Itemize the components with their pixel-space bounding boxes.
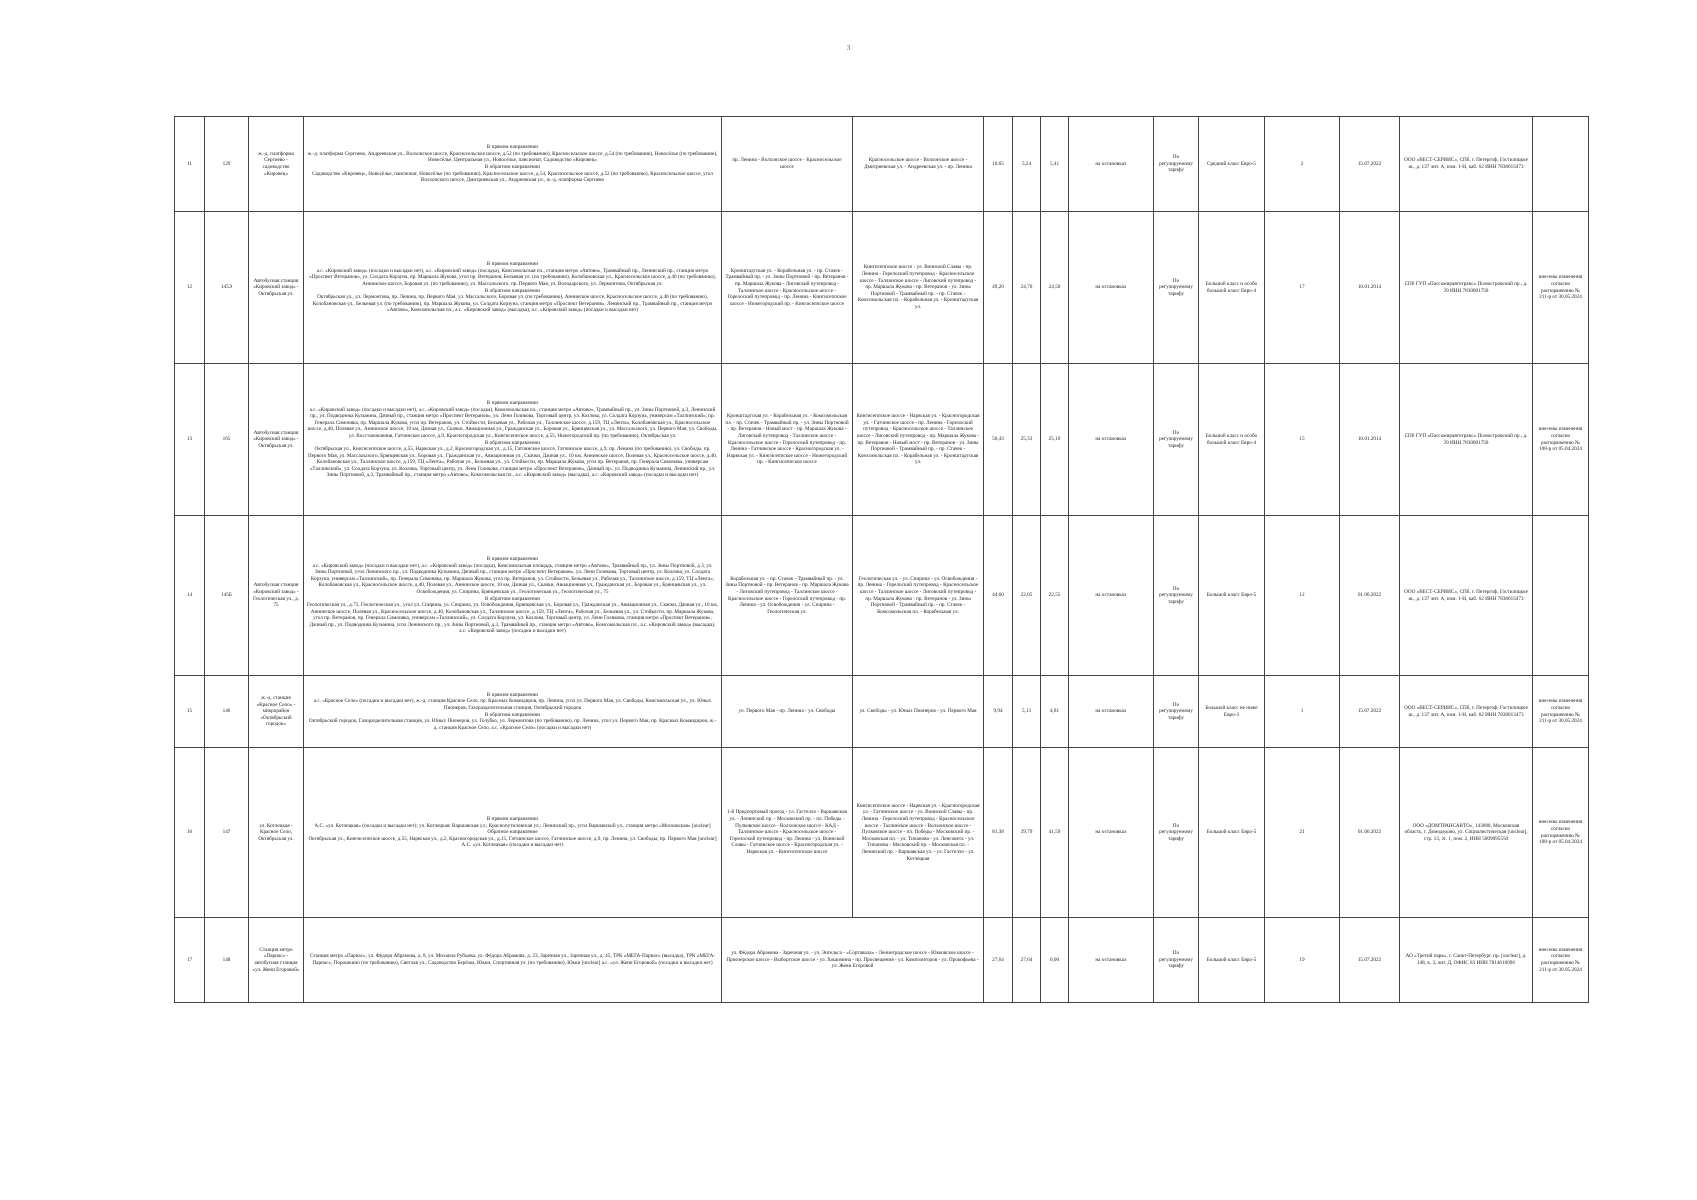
stops-backward-list: Садоводство «Кировец», Новосёлье, пансионат, Новосёлье (по требованию), Красносельское шоссе, д.54, Красносельское шоссе, д.52 (по требованию), Красносельское шоссе, угол Волхонского шоссе, Дмитриевская ул., Андреевская ул., ж.-д. платформа Сергиево bbox=[312, 170, 713, 184]
length-forward-cell: 22,05 bbox=[1013, 516, 1041, 676]
table-row bbox=[175, 364, 1589, 516]
vehicle-count-cell: 2 bbox=[1265, 117, 1340, 212]
stops-forward-list: А.С. «ул. Котлецкая» (посадки и высадки нет); ул. Котлецкая; Варшавская ул.; Краснопутиловская ул.; Ленинский пр., угол Варшавской ул., станция метро «Московская» [unclear] bbox=[314, 822, 711, 829]
tariff-cell: По регулируемому тарифу bbox=[1154, 918, 1199, 1003]
vehicle-count-cell: 17 bbox=[1265, 212, 1340, 364]
streets-forward-cell: Кронштадтская ул. - Корабельная ул. - Комсомольская пл. - пр. Стачек - Трамвайный пр. - ул. Зины Портновой - пр. Ветеранов - Новый мост - пр. Маршала Жукова - Лиговский путепровод - Таллинское шоссе - Красносельское шоссе - Горелоский путепровод - пр. Ленина - Гатчинское шоссе - Красногородская ул. - Нарвская ул. - Кингисеппское шоссе - Нижегородский пр. - Кингисеппское шоссе bbox=[722, 364, 853, 516]
tariff-cell: По регулируемому тарифу bbox=[1154, 364, 1199, 516]
length-backward-cell: 25,10 bbox=[1041, 364, 1069, 516]
vehicle-count-cell: 12 bbox=[1265, 516, 1340, 676]
length-forward-cell: 24,70 bbox=[1013, 212, 1041, 364]
table-row bbox=[175, 516, 1589, 676]
streets-backward-cell: Кингисеппское шоссе - Нарвская ул. - Красногородская ул. - Гатчинское шоссе - пр. Ленина - Горелоский путепровод - Красносельское шоссе - Таллинское шоссе - Лиговский путепровод - пр. Маршала Жукова - пр. Ветеранов - Новый мост - пр. Ветеранов - ул. Зины Портновой - Трамвайный пр. - пр. Стачек - Комсомольская пл. - Корабельная ул. - Кронштадтская ул. bbox=[853, 364, 984, 516]
notes-cell: внесены изменения согласно распоряжению № 108-р от 05.04.2024 bbox=[1533, 364, 1589, 516]
start-date-cell: 15.07.2022 bbox=[1340, 676, 1400, 748]
route-code-cell: 145Э bbox=[205, 212, 249, 364]
length-total-cell: 81,38 bbox=[984, 748, 1013, 918]
route-number-cell: 17 bbox=[175, 918, 205, 1003]
streets-forward-cell: пр. Ленина - Волхонское шоссе - Красносельское шоссе bbox=[722, 117, 853, 212]
stops-forward-list: а.с. «Красное Село» (посадки и высадки нет), ж.-д. станция Красное Село, пр. Красных Командиров, пр. Ленина, угол ул. Первого Мая, ул. Свободы, Комсомольская ул., ул. Юных Пионеров, Газоразделительная станция, Октябрьский городок bbox=[313, 698, 712, 711]
stops-forward-title: В прямом направлении bbox=[486, 816, 539, 823]
stops-forward-title: В прямом направлении bbox=[486, 555, 539, 562]
stops-forward-title: В прямом направлении bbox=[486, 399, 539, 406]
stops-cell bbox=[304, 364, 722, 516]
route-number-cell: 14 bbox=[175, 516, 205, 676]
page-number: 3 bbox=[846, 44, 851, 52]
vehicle-count-cell: 21 bbox=[1265, 748, 1340, 918]
table-row bbox=[175, 918, 1589, 1003]
length-forward-cell: 27,64 bbox=[1013, 918, 1041, 1003]
stops-forward-list: а.с. «Кировский завод» (посадки и высадки нет), а.с. «Кировский завод» (посадка), Комсомольская площадь, станция метро «Автово», Трамвайный пр., ул. Зины Портновой, д.3, ул. Зины Портновой, угол Ленинского пр., ул. Подводника Кузьмина, Дачный пр., станция метро «Проспект Ветеранов», ул. Лени Голикова, Торговый центр, ул. Козлова, ул. Солдата Корзуна, универсам «Таллинский», пр. Генерала Симоняка, пр. Маршала Жукова, угол пр. Ветеранов, ул. Стойкости, Бельевая ул., Рабочая ул., Таллинское шоссе, д.159, ТЦ «Лента», Колобановская ул., Красносельское шоссе, д.40, Полевая ул., Аннинское шоссе, 10 км, Дачная ул., Скачки, Авиационная ул., Гражданская ул., Боровая ул., Брянцевская ул., ул. Освобождения, ул. Спирина, Брянцевская ул., Геологическая ул., Геологическая ул., 75 bbox=[310, 562, 715, 595]
length-total-cell: 50,43 bbox=[984, 364, 1013, 516]
stops-forward-list: а.с. «Кировский завод» (посадки и высадки нет), а.с. «Кировский завод» (посадка), Комсомольская пл., станция метро «Автово», Трамвайный пр., ул. Зины Портновой, д.3, Ленинский пр., ул. Подводника Кузьмина, Дачный пр., станция метро «Проспект Ветеранов», ул. Лени Голикова, Торговый центр, ул. Козлова, ул. Солдата Корзуна, универсам «Таллинский», пр. Генерала Симоняка, пр. Маршала Жукова, угол пр. Ветеранов, ул. Стойкости, Бельевая ул., Рабочая ул., Таллинское шоссе, д.159, ТЦ «Лента», Колобановская ул., Красносельское шоссе, д.40, Полевая ул., Аннинское шоссе, 10 км, Дачная ул., Скачки, Авиационная ул., Гражданская ул., Боровая ул., Брянцевская ул., ул. Массальского, ул. Первого Мая, ул. Свободы, ул. Восстановления, Гатчинское шоссе, д.9, Красногородская ул., Кингисеппское шоссе, д.55, Нижегородский пр. (по требованию), Октябрьская ул. bbox=[307, 406, 718, 439]
vehicle-class-cell: Большой класс не ниже Евро-3 bbox=[1199, 676, 1265, 748]
streets-forward-cell: Корабельная ул. - пр. Стачек - Трамвайный пр. - ул. Зины Портновой - пр. Ветеранов - пр. Маршала Жукова - Лиговский путепровод - Таллинское шоссе - Красносельское шоссе - Горелоский путепровод - пр. Ленина - ул. Освобождения - ул. Спирина - Геологическая ул. bbox=[722, 516, 853, 676]
start-date-cell: 10.01.2014 bbox=[1340, 212, 1400, 364]
stops-cell bbox=[304, 117, 722, 212]
notes-cell: внесены изменения согласно распоряжению № 211-р от 30.05.2024 bbox=[1533, 212, 1589, 364]
stop-order-cell: на остановках bbox=[1069, 918, 1154, 1003]
stops-forward-list: Станция метро «Парнас», ул. Фёдора Абрамова, д. 8, ул. Михаила Рубцова, ул. Фёдора Абрамова, д. 23, Заречная ул., Заречная ул., д. 45, ТРК «МЕГА-Парнас» (высадка), ТРК «МЕГА-Парнас», Порошкино (по требованию), Светлая ул., Садоводство Берёзка, Юкки, Спортивная ул. (по требованию), Юкки [unclear] а.с. «ул. Жени Егоровой» (посадки и высадки нет) bbox=[309, 953, 716, 966]
stops-backward-title: В обратном направлении bbox=[484, 164, 541, 170]
notes-cell bbox=[1533, 516, 1589, 676]
route-name-cell: ул. Котлецкая - Красное Село, Октябрьская ул. bbox=[249, 748, 304, 918]
stops-cell bbox=[304, 748, 722, 918]
stops-backward-title: В обратном направлении bbox=[484, 439, 541, 446]
vehicle-class-cell: Большой класс Евро-5 bbox=[1199, 918, 1265, 1003]
route-code-cell: 148 bbox=[205, 918, 249, 1003]
stops-backward-list: Геологическая ул., д.75, Геологическая ул., угол ул. Спирина, ул. Спирина, ул. Освобождения, Брянцевская ул., Боровая ул., Гражданская ул., Авиационная ул., Скачки, Дачная ул., 10 км, Аннинское шоссе, Полевая ул., Красносельское шоссе, д.40, Колобановская ул., Таллинское шоссе, д.159, ТЦ «Лента», Рабочая ул., Бельевая ул., ул. Стойкости, пр. Маршала Жукова, угол пр. Ветеранов, пр. Генерала Симоняка, универсам «Таллинский», ул. Солдата Корзуна, ул. Козлова, Торговый центр, ул. Лени Голикова, станция метро «Проспект Ветеранов», Дачный пр., ул. Подводника Кузьмина, угол Ленинского пр., ул. Зины Портновой, д.3, Трамвайный пр., станция метро «Автово», Комсомольская пл., а.с. «Кировский завод» (высадка), а.с. «Кировский завод» (посадки и высадки нет) bbox=[307, 602, 718, 635]
stops-backward-list: Октябрьская ул., Кингисеппское шоссе, д.55, Нарвская ул., д.2, Красногородская ул., д.15, Гатчинское шоссе, Гатчинское шоссе, д.9, пр. Ленина, ул. Свободы, пр. Первого Мая [unclear] А.С. «ул. Котлецкая» (посадки и высадки нет) bbox=[308, 835, 717, 849]
stop-order-cell: на остановках bbox=[1069, 212, 1154, 364]
route-name-cell: Автобусная станция «Кировский завод» - Октябрьская ул. bbox=[249, 212, 304, 364]
route-number-cell: 12 bbox=[175, 212, 205, 364]
start-date-cell: 10.01.2014 bbox=[1340, 364, 1400, 516]
streets-backward-cell: Геологическая ул. - ул. Спирина - ул. Освобождения - пр. Ленина - Горелоский путепровод - Красносельское шоссе - Таллинское шоссе - Лиговский путепровод - пр. Маршала Жукова - пр. Ветеранов - ул. Зины Портновой - Трамвайный пр. - пр. Стачек - Комсомольская пл. - Корабельная ул. bbox=[853, 516, 984, 676]
tariff-cell: По регулируемому тарифу bbox=[1154, 516, 1199, 676]
route-code-cell: 129 bbox=[205, 117, 249, 212]
stops-forward-title: В прямом направлении bbox=[486, 691, 539, 698]
length-backward-cell: 22,55 bbox=[1041, 516, 1069, 676]
length-forward-cell: 5,13 bbox=[1013, 676, 1041, 748]
route-name-cell: Автобусная станция «Кировский завод» - Октябрьская ул. bbox=[249, 364, 304, 516]
stop-order-cell: на остановках bbox=[1069, 117, 1154, 212]
stops-backward-title: Обратное направление bbox=[487, 829, 538, 836]
stops-backward-list: Октябрьская ул., Кингисеппское шоссе, д.55, Нарвская ул., д.2, Красногородская ул., д.15, Гатчинское шоссе, Гатчинское шоссе, д.9, пр. Ленина (по требованию), ул. Свободы, пр. Первого Мая, ул. Массальского, Брянцевская ул., Боровая ул., Гражданская ул., Авиационная ул., Скачки, Дачная ул., 10 км, Аннинское шоссе, Полевая ул., Красносельское шоссе, д.40, Колобановская ул., Таллинское шоссе, д.159, ТЦ «Лента», Рабочая ул., Бельевая ул., ул. Стойкости, пр. Маршала Жукова, угол пр. Ветеранов, пр. Генерала Симоняка, универсам «Таллинский», ул. Солдата Корзуна, ул. Козлова, Торговый центр, ул. Лени Голикова, станция метро «Проспект Ветеранов», Дачный пр., ул. Подводника Кузьмина, Ленинский пр., ул. Зины Портновой, д.3, Трамвайный пр., станция метро «Автово», Комсомольская пл., а.с. «Кировский завод» (высадка), а.с. «Кировский завод» (посадки и высадки нет) bbox=[307, 446, 718, 479]
start-date-cell: 01.06.2022 bbox=[1340, 748, 1400, 918]
length-total-cell: 9,94 bbox=[984, 676, 1013, 748]
route-name-cell: ж.-д. платформа Сергиево - садоводство «Кировец» bbox=[249, 117, 304, 212]
table-row bbox=[175, 748, 1589, 918]
route-code-cell: 145Б bbox=[205, 516, 249, 676]
length-backward-cell: 41,59 bbox=[1041, 748, 1069, 918]
streets-forward-cell: Кронштадтская ул. - Корабельная ул. - пр. Стачек - Трамвайный пр. - ул. Зины Портновой - пр. Ветеранов - пр. Маршала Жукова - Лиговский путепровод - Таллинское шоссе - Красносельское шоссе - Горелоский путепровод - пр. Ленина - Кингисеппское шоссе - Нижегородский пр. - Кингисеппское шоссе bbox=[722, 212, 853, 364]
tariff-cell: По регулируемому тарифу bbox=[1154, 212, 1199, 364]
notes-cell bbox=[1533, 117, 1589, 212]
carrier-cell: ООО «ДОМТРАНСАВТО», 143080, Московская область, г. Домодедово, ул. Социалистическая [unclear], стр. 13, эт. 1, пом. 2, ИНН 5009095550 bbox=[1400, 748, 1533, 918]
length-backward-cell: 0,00 bbox=[1041, 918, 1069, 1003]
stop-order-cell: на остановках bbox=[1069, 364, 1154, 516]
streets-backward-cell: Кингисеппское шоссе - Нарвская ул. - Красногородская ул. - Гатчинское шоссе - ул. Воинской Славы - пр. Ленина - Горелоский путепровод - Красносельское шоссе - Таллинское шоссе - Волхонское шоссе - Пулковское шоссе - пл. Победы - Московский пр. - Московская пл. - ул. Типанова - ул. Ленсовета - ул. Типанова - Московский пр. - Московская пл. - Ленинский пр. - Варшавская ул. - ул. Гастелло - ул. Котлецкая bbox=[853, 748, 984, 918]
streets-forward-cell: ул. Фёдора Абрамова - Заречная ул. - ул. Энгельса - «Сортавала» - Ленинградское шоссе - Юкковское шоссе - Приозерское шоссе - Выборгское шоссе - ул. Хошимина - пр. Просвещения - ул. Композиторов - ул. Прокофьева - ул. Жени Егоровой bbox=[722, 918, 984, 1003]
route-number-cell: 15 bbox=[175, 676, 205, 748]
streets-backward-cell: ул. Свободы - ул. Юных Пионеров - ул. Первого Мая bbox=[853, 676, 984, 748]
table-row bbox=[175, 676, 1589, 748]
stops-backward-title: В обратном направлении bbox=[484, 595, 541, 602]
route-code-cell: 147 bbox=[205, 748, 249, 918]
stops-backward-list: Октябрьский городок, Газоразделительная станция, ул. Юных Пионеров, ул. Голубко, ул. Лермонтова (по требованию), пр. Ленина, угол ул. Первого Мая, пр. Красных Командиров, ж.-д. станция Красное Село, а.с. «Красное Село» (посадки и высадки нет) bbox=[308, 718, 717, 731]
table-row bbox=[175, 117, 1589, 212]
carrier-cell: АО «Третий парк», г. Санкт-Петербург, пр. [unclear], д. 148, к. 3, лит. Д, ОФИС 83 ИНН 7814610096 bbox=[1400, 918, 1533, 1003]
routes-table bbox=[174, 116, 1589, 1003]
length-total-cell: 27,64 bbox=[984, 918, 1013, 1003]
stops-forward-list: а.с. «Кировский завод» (посадки и высадки нет), а.с. «Кировский завод» (посадка), Комсомольская пл., станция метро «Автово», Трамвайный пр., Ленинский пр., станция метро «Проспект Ветеранов», ул. Солдата Корзуна, пр. Маршала Жукова, угол пр. Ветеранов, Бельевая ул. (по требованию), Колобановская ул., Красносельское шоссе, д.40 (по требованию), Аннинское шоссе, Боровая ул. (по требованию), ул. Массальского, пр. Первого Мая, ул. Володарского, ул. Лермонтова, Октябрьская ул. bbox=[309, 267, 716, 287]
route-name-cell: Станция метро «Парнас» - автобусная станция «ул. Жени Егоровой» bbox=[249, 918, 304, 1003]
length-total-cell: 10,65 bbox=[984, 117, 1013, 212]
notes-cell: внесены изменения согласно распоряжению № 211-р от 30.05.2024 bbox=[1533, 676, 1589, 748]
vehicle-class-cell: Большой класс и особо большой класс Евро-4 bbox=[1199, 212, 1265, 364]
vehicle-class-cell: Большой класс Евро-5 bbox=[1199, 516, 1265, 676]
vehicle-count-cell: 19 bbox=[1265, 918, 1340, 1003]
vehicle-count-cell: 1 bbox=[1265, 676, 1340, 748]
route-code-cell: 146 bbox=[205, 676, 249, 748]
routes-table-body bbox=[175, 117, 1589, 1003]
notes-cell: внесены изменения согласно распоряжению № 108-р от 05.04.2024 bbox=[1533, 748, 1589, 918]
stops-backward-list: Октябрьская ул., ул. Лермонтова, пр. Ленина, пр. Первого Мая, ул. Массальского, Боровая ул. (по требованию), Аннинское шоссе, Красносельское шоссе, д.40 (по требованию), Колобановская ул., Бельевая ул. (по требованию), пр. Маршала Жукова, ул. Солдата Корзуна, станция метро «Проспект Ветеранов», Ленинский пр., Трамвайный пр., станция метро «Автово», Комсомольская пл., а.с. «Кировский завод» (высадка), а.с. «Кировский завод» (посадки и высадки нет) bbox=[312, 294, 713, 314]
carrier-cell: СПб ГУП «Пассажиравтотранс» Полюстровский пр., д. 39 ИНН 7830001758 bbox=[1400, 212, 1533, 364]
stops-forward-list: ж.-д. платформа Сергиево, Андреевская ул., Волхонское шоссе, Красносельское шоссе, д.52 (по требованию), Красносельское шоссе, д.54 (по требованию), Новосёлье (по требованию), Новосёлье, Центральная ул., Новосёлье, пансионат, Садоводство «Кировец» bbox=[307, 150, 718, 164]
start-date-cell: 01.06.2022 bbox=[1340, 516, 1400, 676]
carrier-cell: СПб ГУП «Пассажиравтотранс» Полюстровский пр., д. 39 ИНН 7830001758 bbox=[1400, 364, 1533, 516]
stops-backward-title: В обратном направлении bbox=[484, 287, 541, 294]
table-row bbox=[175, 212, 1589, 364]
route-number-cell: 16 bbox=[175, 748, 205, 918]
length-forward-cell: 5,24 bbox=[1013, 117, 1041, 212]
stop-order-cell: на остановках bbox=[1069, 676, 1154, 748]
carrier-cell: ООО «ВЕСТ-СЕРВИС», СПб, г. Петергоф, Гостилицкое ш., д. 137 лит. А, пом. 1-Н, каб. 62 ИНН 7838013473 bbox=[1400, 516, 1533, 676]
start-date-cell: 15.07.2022 bbox=[1340, 918, 1400, 1003]
stops-backward-title: В обратном направлении bbox=[484, 711, 541, 718]
vehicle-count-cell: 15 bbox=[1265, 364, 1340, 516]
vehicle-class-cell: Средний класс Евро-5 bbox=[1199, 117, 1265, 212]
notes-cell: внесены изменения согласно распоряжению № 211-р от 30.05.2024 bbox=[1533, 918, 1589, 1003]
length-backward-cell: 4,81 bbox=[1041, 676, 1069, 748]
streets-forward-cell: ул. Первого Мая - пр. Ленина - ул. Свободы bbox=[722, 676, 853, 748]
start-date-cell: 15.07.2022 bbox=[1340, 117, 1400, 212]
route-number-cell: 11 bbox=[175, 117, 205, 212]
length-backward-cell: 5,41 bbox=[1041, 117, 1069, 212]
stops-cell bbox=[304, 676, 722, 748]
stop-order-cell: на остановках bbox=[1069, 748, 1154, 918]
stops-forward-title: В прямом направлении bbox=[486, 261, 539, 268]
stops-forward-title: В прямом направлении bbox=[486, 144, 539, 151]
carrier-cell: ООО «ВЕСТ-СЕРВИС», СПб, г. Петергоф, Гостилицкое ш., д. 137 лит. А, пом. 1-Н, каб. 62 ИНН 7838013473 bbox=[1400, 117, 1533, 212]
stops-cell bbox=[304, 212, 722, 364]
tariff-cell: По регулируемому тарифу bbox=[1154, 117, 1199, 212]
streets-backward-cell: Кингисеппское шоссе - ул. Воинской Славы - пр. Ленина - Горелоский путепровод - Красносельское шоссе - Таллинское шоссе - Лиговский путепровод - пр. Маршала Жукова - пр. Ветеранов - ул. Зины Портновой - Трамвайный пр. - пр. Стачек - Комсомольская пл. - Корабельная ул. - Кронштадтская ул. bbox=[853, 212, 984, 364]
length-backward-cell: 24,50 bbox=[1041, 212, 1069, 364]
route-code-cell: 165 bbox=[205, 364, 249, 516]
vehicle-class-cell: Большой класс Евро-5 bbox=[1199, 748, 1265, 918]
length-total-cell: 44,60 bbox=[984, 516, 1013, 676]
length-total-cell: 49,20 bbox=[984, 212, 1013, 364]
tariff-cell: По регулируемому тарифу bbox=[1154, 748, 1199, 918]
route-number-cell: 13 bbox=[175, 364, 205, 516]
stop-order-cell: на остановках bbox=[1069, 516, 1154, 676]
route-name-cell: ж.-д. станция «Красное Село» - микрорайон «Октябрьский городок» bbox=[249, 676, 304, 748]
stops-cell bbox=[304, 516, 722, 676]
tariff-cell: По регулируемому тарифу bbox=[1154, 676, 1199, 748]
streets-forward-cell: 1-й Предпортовый проезд - ул. Гастелло - Варшавская ул. - Ленинский пр. - Московский пр. - пл. Победы - Пулковское шоссе - Волхонское шоссе - КАД - Таллинское шоссе - Красносельское шоссе - Горелоский путепровод - пр. Ленина - ул. Воинской Славы - Гатчинское шоссе - Красногородская ул. - Нарвская ул. - Кингисеппское шоссе bbox=[722, 748, 853, 918]
stops-cell bbox=[304, 918, 722, 1003]
carrier-cell: ООО «ВЕСТ-СЕРВИС», СПб, г. Петергоф, Гостилицкое ш., д. 137 лит. А, пом. 1-Н, каб. 62 ИНН 7838013473 bbox=[1400, 676, 1533, 748]
vehicle-class-cell: Большой класс и особо большой класс Евро-4 bbox=[1199, 364, 1265, 516]
length-forward-cell: 25,33 bbox=[1013, 364, 1041, 516]
route-name-cell: Автобусная станция «Кировский завод» - Геологическая ул., д. 75 bbox=[249, 516, 304, 676]
streets-backward-cell: Красносельское шоссе - Волхонское шоссе - Дмитриевская ул. - Андреевская ул. - пр. Ленина bbox=[853, 117, 984, 212]
length-forward-cell: 39,79 bbox=[1013, 748, 1041, 918]
